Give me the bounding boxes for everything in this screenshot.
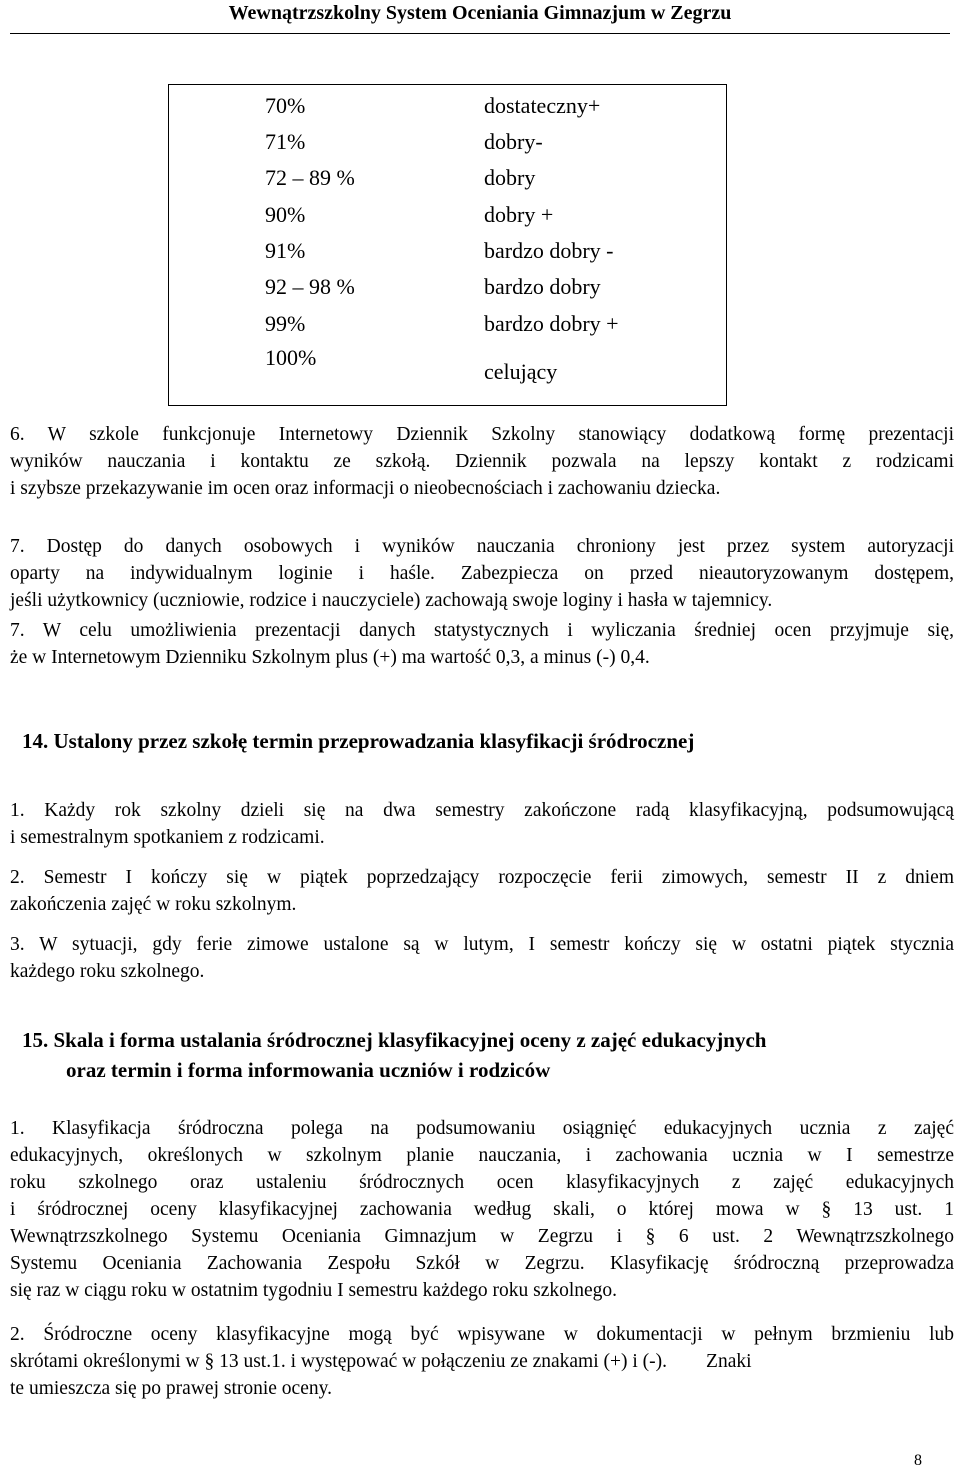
text-line: 1. Każdy rok szkolny dzieli się na dwa semestry zakończone radą klasyfikacyjną, podsumowującą <box>10 800 954 821</box>
page-number: 8 <box>914 1452 922 1469</box>
percent-cell: 91% <box>265 238 306 263</box>
percent-cell: 90% <box>265 202 306 227</box>
paragraph-7-access <box>10 533 954 614</box>
section-15-item-1 <box>10 1115 954 1304</box>
text-line: 2. Semestr I kończy się w piątek poprzedzający rozpoczęcie ferii zimowych, semestr II z dniem <box>10 867 954 888</box>
percent-cell: 92 – 98 % <box>265 274 355 299</box>
grade-scale-table <box>168 84 727 406</box>
paragraph-6 <box>10 421 954 502</box>
text-line: jeśli użytkownicy (uczniowie, rodzice i nauczyciele) zachowają swoje loginy i hasła w tajemnicy. <box>10 590 773 611</box>
text-line: roku szkolnego oraz ustaleniu śródrocznych ocen klasyfikacyjnych z zajęć edukacyjnych <box>10 1172 954 1193</box>
text-line: edukacyjnych, określonych w szkolnym planie nauczania, i zachowania ucznia w I semestrze <box>10 1145 954 1166</box>
text-line: 6. W szkole funkcjonuje Internetowy Dziennik Szkolny stanowiący dodatkową formę prezentacji <box>10 424 954 445</box>
percent-cell: 71% <box>265 129 306 154</box>
text-line: każdego roku szkolnego. <box>10 961 205 982</box>
text-line: Wewnątrzszkolnego Systemu Oceniania Gimnazjum w Zegrzu i § 6 ust. 2 Wewnątrzszkolnego <box>10 1226 954 1247</box>
grade-cell: dobry + <box>484 202 554 227</box>
text-line: skrótami określonymi w § 13 ust.1. i występować w połączeniu ze znakami (+) i (-). Znaki <box>10 1351 752 1372</box>
section-14-item-3 <box>10 931 954 985</box>
text-line: wyników nauczania i kontaktu ze szkołą. Dziennik pozwala na lepszy kontakt z rodzicami <box>10 451 954 472</box>
text-line: 2. Śródroczne oceny klasyfikacyjne mogą być wpisywane w dokumentacji w pełnym brzmieniu lub <box>10 1324 954 1345</box>
grade-cell: dobry <box>484 165 536 190</box>
grade-cell: bardzo dobry + <box>484 311 619 336</box>
text-line: 1. Klasyfikacja śródroczna polega na podsumowaniu osiągnięć edukacyjnych ucznia z zajęć <box>10 1118 954 1139</box>
grade-cell: dobry- <box>484 129 543 154</box>
text-line: i szybsze przekazywanie im ocen oraz informacji o nieobecnościach i zachowaniu dziecka. <box>10 478 721 499</box>
page-header-title: Wewnątrzszkolny System Oceniania Gimnazjum w Zegrzu <box>228 2 732 24</box>
text-line: 7. Dostęp do danych osobowych i wyników nauczania chroniony jest przez system autoryzacji <box>10 536 954 557</box>
text-line: i śródrocznej oceny klasyfikacyjnej zachowania według skali, o której mowa w § 13 ust. 1 <box>10 1199 954 1220</box>
percent-cell: 100% <box>265 345 317 370</box>
section-14-item-2 <box>10 864 954 918</box>
section-15-item-2 <box>10 1321 954 1402</box>
text-line: że w Internetowym Dzienniku Szkolnym plus (+) ma wartość 0,3, a minus (-) 0,4. <box>10 647 650 668</box>
text-line: te umieszcza się po prawej stronie oceny. <box>10 1378 332 1399</box>
text-line: 3. W sytuacji, gdy ferie zimowe ustalone są w lutym, I semestr kończy się w ostatni piątek stycznia <box>10 934 954 955</box>
text-line: się raz w ciągu roku w ostatnim tygodniu I semestru każdego roku szkolnego. <box>10 1280 618 1301</box>
percent-cell: 99% <box>265 311 306 336</box>
section-14-heading: 14. Ustalony przez szkołę termin przeprowadzania klasyfikacji śródrocznej <box>22 729 695 753</box>
grade-cell: bardzo dobry <box>484 274 601 299</box>
section-15-heading-continued: oraz termin i forma informowania uczniów i rodziców <box>66 1058 551 1082</box>
grade-cell: celujący <box>484 359 558 384</box>
percent-cell: 70% <box>265 93 306 118</box>
text-line: i semestralnym spotkaniem z rodzicami. <box>10 827 325 848</box>
section-15-heading <box>22 1026 958 1054</box>
heading-line: 15. Skala i forma ustalania śródrocznej klasyfikacyjnej oceny z zajęć edukacyjnych <box>22 1028 767 1052</box>
text-line: Systemu Oceniania Zachowania Zespołu Szkół w Zegrzu. Klasyfikację śródroczną przeprowadza <box>10 1253 954 1274</box>
text-line: 7. W celu umożliwienia prezentacji danych statystycznych i wyliczania średniej ocen przyjmuje się, <box>10 620 954 641</box>
paragraph-7-statistics <box>10 617 954 671</box>
header-divider <box>10 33 950 34</box>
text-line: zakończenia zajęć w roku szkolnym. <box>10 894 297 915</box>
grade-cell: bardzo dobry - <box>484 238 614 263</box>
text-line: oparty na indywidualnym loginie i haśle. Zabezpiecza on przed nieautoryzowanym dostępem, <box>10 563 954 584</box>
section-14-item-1 <box>10 797 954 851</box>
grade-cell: dostateczny+ <box>484 93 601 118</box>
percent-cell: 72 – 89 % <box>265 165 355 190</box>
